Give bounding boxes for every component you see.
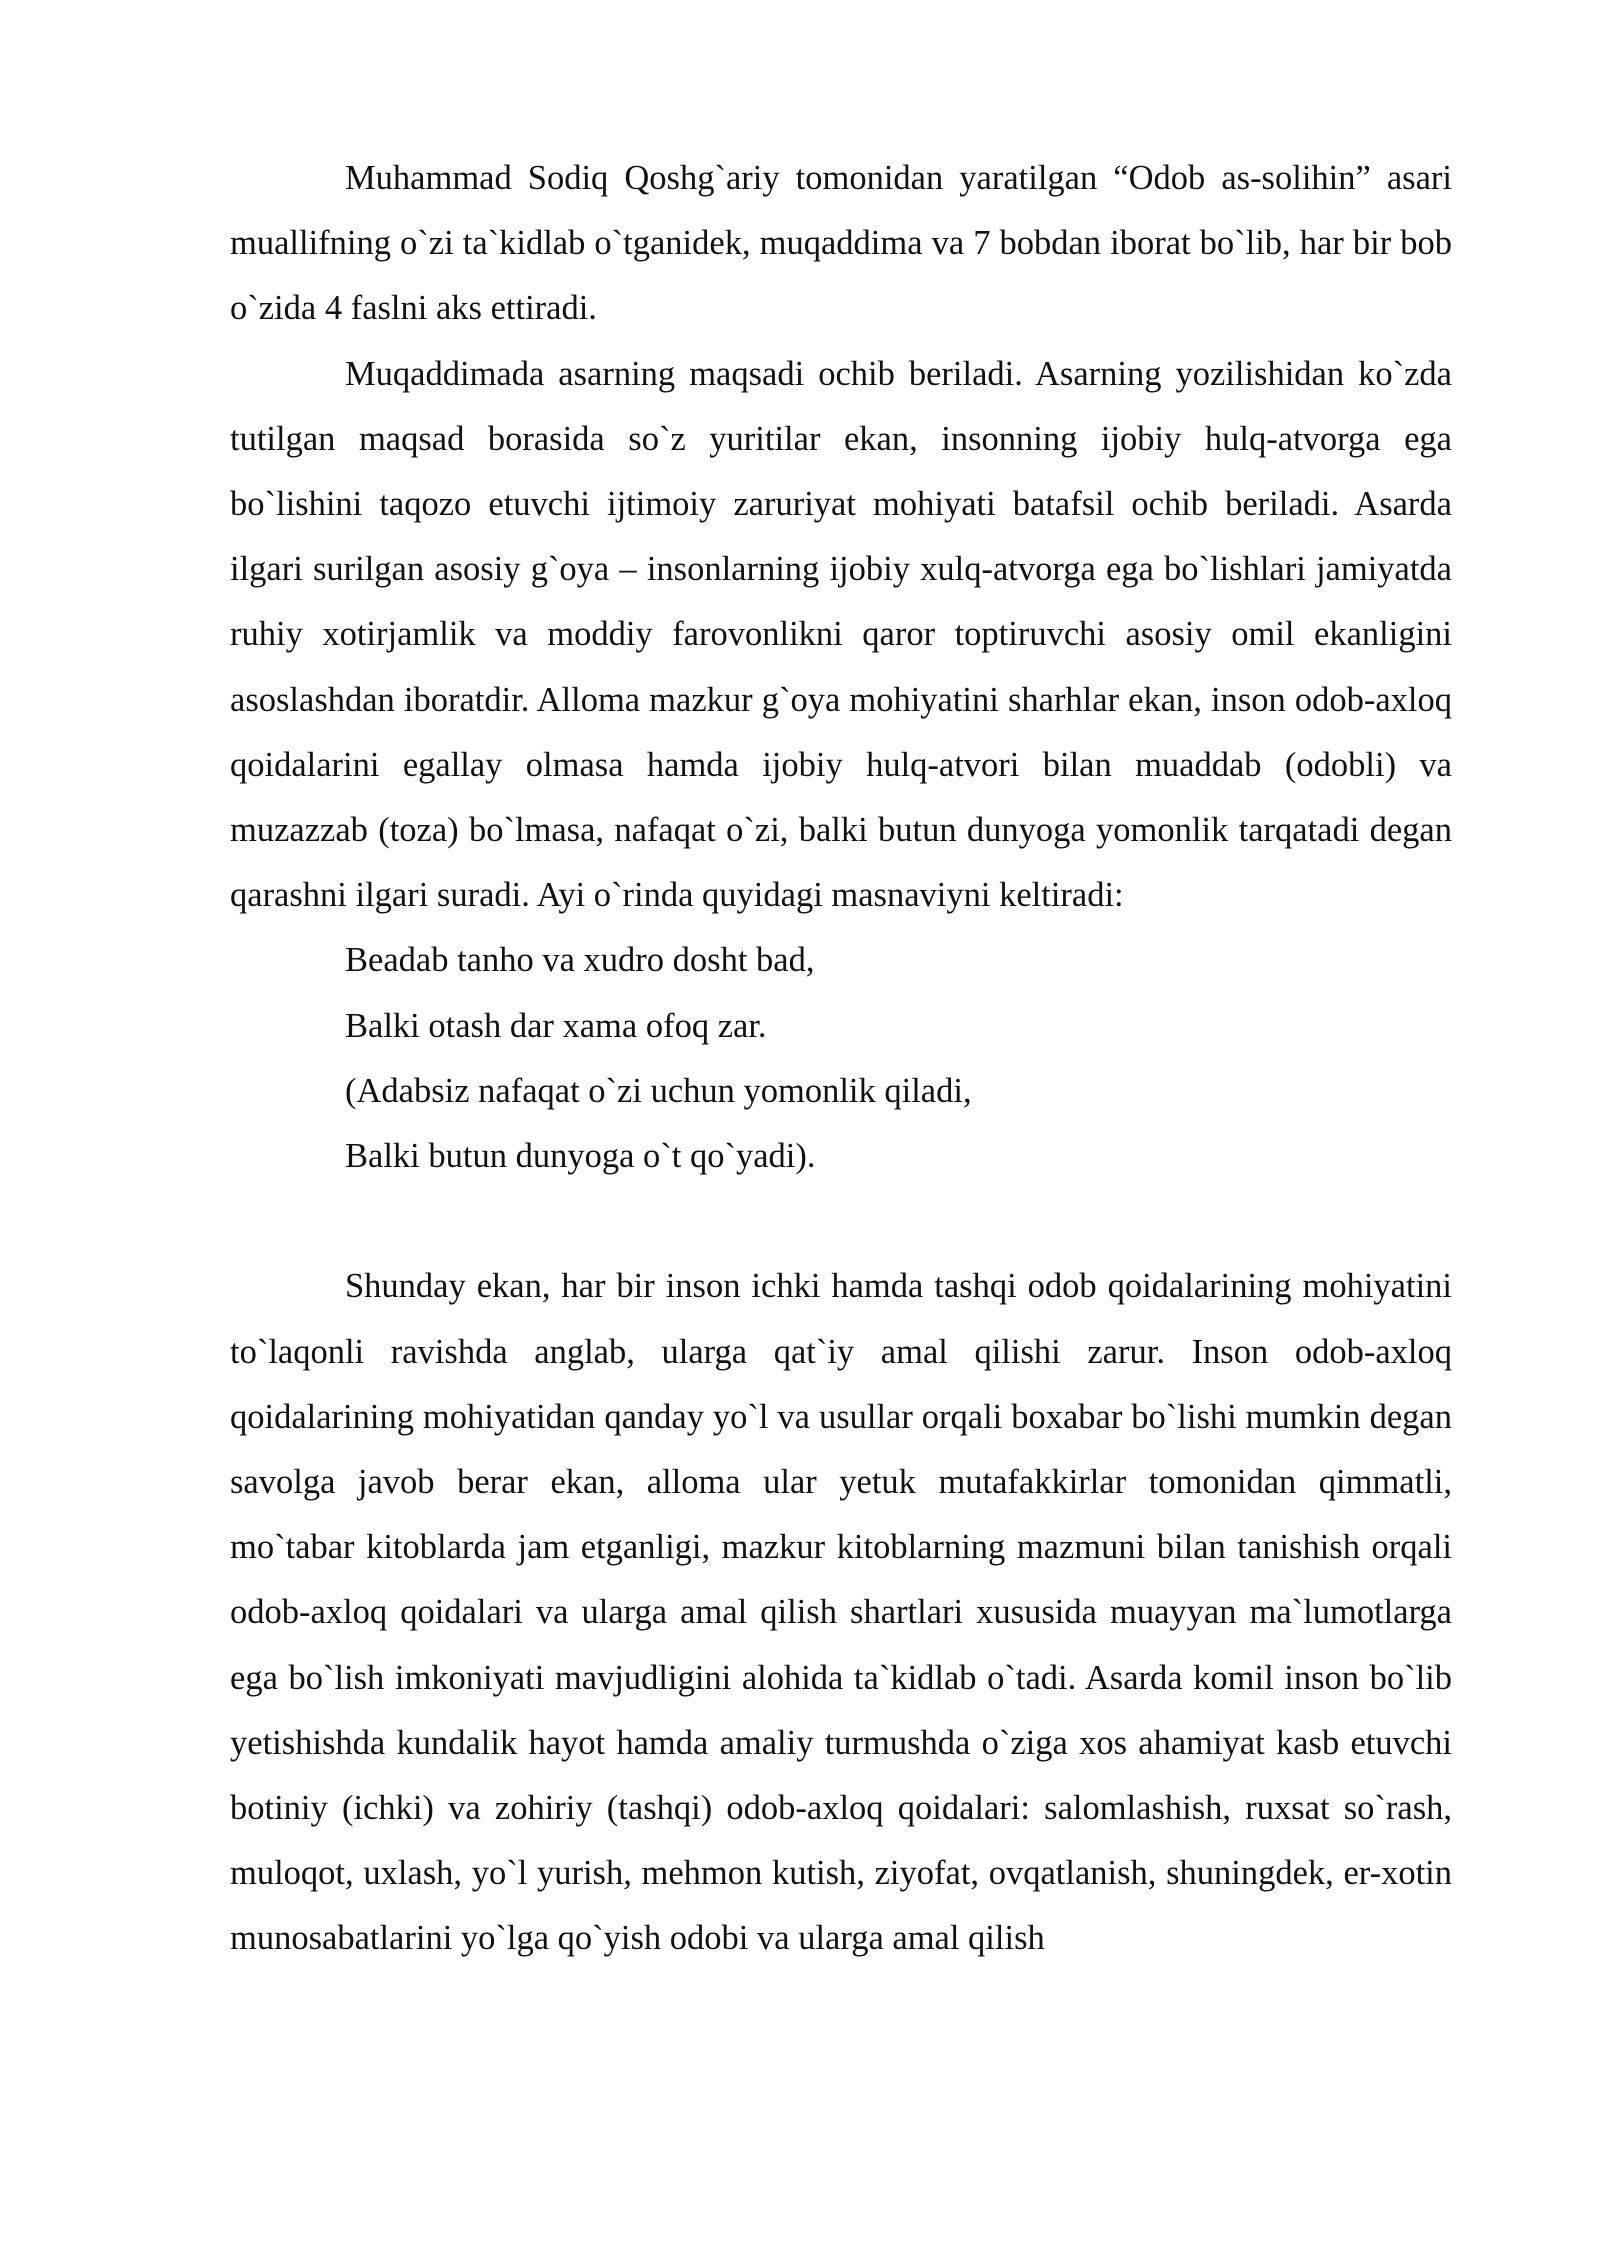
verse-line: Beadab tanho va xudro dosht bad, — [345, 941, 815, 980]
verse-line: (Adabsiz nafaqat o`zi uchun yomonlik qiladi, — [345, 1071, 972, 1110]
paragraph-conclusion: Shunday ekan, har bir inson ichki hamda tashqi odob qoidalarining mohiyatini to`laqonli ravishda anglab, ularga qat`iy amal qilishi zarur. Inson odob-axloq qoidalarining mohiyatidan qanday yo`l va usullar orqali boxabar bo`lishi mumkin degan savolga javob berar ekan, alloma ular yetuk mutafakkirlar tomonidan qimmatli, mo`tabar kitoblarda jam etganligi, mazkur kitoblarning mazmuni bilan tanishish orqali odob-axloq qoidalari va ularga amal qilish shartlari xususida muayyan ma`lumotlarga ega bo`lish imkoniyati mavjudligini alohida ta`kidlab o`tadi. Asarda komil inson bo`lib yetishishda kundalik hayot hamda amaliy turmushda o`ziga xos ahamiyat kasb etuvchi botiniy (ichki) va zohiriy (tashqi) odob-axloq qoidalari: salomlashish, ruxsat so`rash, muloqot, uxlash, yo`l yurish, mehmon kutish, ziyofat, ovqatlanish, shuningdek, er-xotin munosabatlarini yo`lga qo`yish odobi va ularga amal qilish — [230, 1267, 1452, 1958]
paragraph-intro: Muhammad Sodiq Qoshg`ariy tomonidan yaratilgan “Odob as-solihin” asari muallifning o`zi ta`kidlab o`tganidek, muqaddima va 7 bobdan iborat bo`lib, har bir bob o`zida 4 faslni aks ettiradi. — [230, 159, 1452, 328]
document-page — [230, 146, 1452, 1972]
blank-line — [230, 1189, 1452, 1254]
paragraph-muqaddima: Muqaddimada asarning maqsadi ochib beriladi. Asarning yozilishidan ko`zda tutilgan maqsad borasida so`z yuritilar ekan, insonning ijobiy hulq-atvorga ega bo`lishini taqozo etuvchi ijtimoiy zaruriyat mohiyati batafsil ochib beriladi. Asarda ilgari surilgan asosiy g`oya – insonlarning ijobiy xulq-atvorga ega bo`lishlari jamiyatda ruhiy xotirjamlik va moddiy farovonlikni qaror toptiruvchi asosiy omil ekanligini asoslashdan iboratdir. Alloma mazkur g`oya mohiyatini sharhlar ekan, inson odob-axloq qoidalarini egallay olmasa hamda ijobiy hulq-atvori bilan muaddab (odobli) va muzazzab (toza) bo`lmasa, nafaqat o`zi, balki butun dunyoga yomonlik tarqatadi degan qarashni ilgari suradi. Ayi o`rinda quyidagi masnaviyni keltiradi: — [230, 354, 1452, 915]
verse-line: Balki butun dunyoga o`t qo`yadi). — [345, 1137, 816, 1176]
verse-line: Balki otash dar xama ofoq zar. — [345, 1006, 767, 1045]
verse-block — [230, 928, 1452, 1189]
